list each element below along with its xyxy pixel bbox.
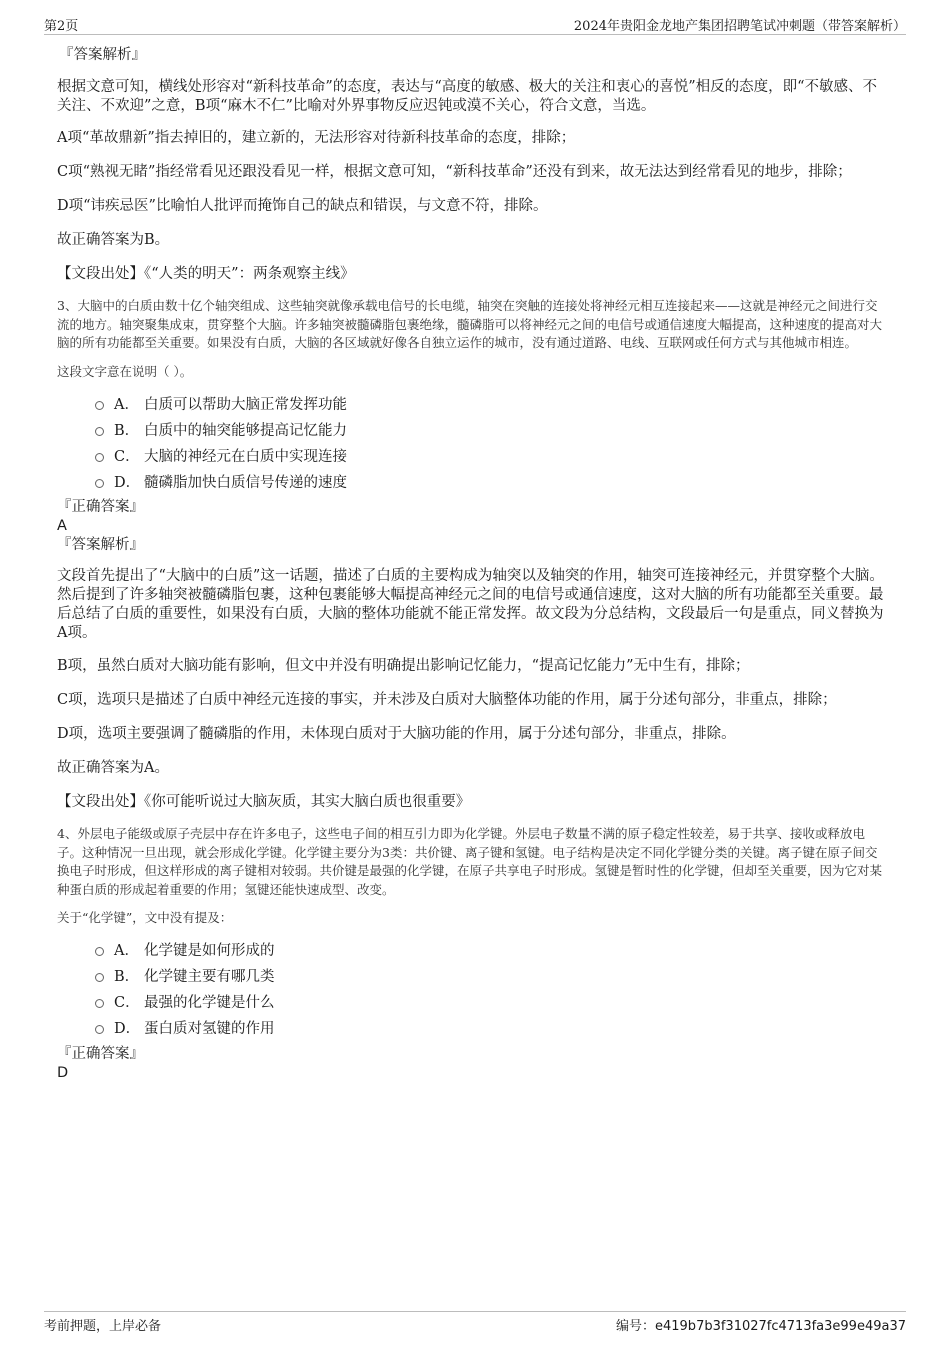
option-letter: B． [114,969,140,985]
footer-slogan: 考前押题，上岸必备 [44,1319,162,1334]
radio-button-icon[interactable] [95,479,104,488]
radio-button-icon[interactable] [95,427,104,436]
answer-heading: 『正确答案』 [57,499,144,515]
analysis-heading: 『答案解析』 [59,47,146,63]
option-c[interactable] [95,442,889,468]
page-number: 第2页 [44,19,79,34]
option-text: 髓磷脂加快白质信号传递的速度 [144,474,347,491]
question-4-options [95,937,889,1041]
document-code: 编号：e419b7b3f31027fc4713fa3e99e49a37 [616,1319,906,1334]
radio-button-icon[interactable] [95,999,104,1008]
option-text: 白质可以帮助大脑正常发挥功能 [144,396,347,413]
question-3-prompt: 这段文字意在说明（ ）。 [57,363,193,379]
page-header [44,14,906,35]
option-b[interactable] [95,416,889,442]
option-letter: D． [114,474,141,491]
answer-value: D [57,1064,69,1081]
option-text: 最强的化学键是什么 [144,995,275,1011]
radio-button-icon[interactable] [95,453,104,462]
option-d[interactable] [95,1015,889,1041]
source-citation: 【文段出处】《“人类的明天”：两条观察主线》 [57,266,355,282]
question-4-stem: 4、外层电子能级或原子壳层中存在许多电子，这些电子间的相互引力即为化学键。外层电子数量不满的原子稳定性较差，易于共享、接收或释放电子。这种情况一旦出现，就会形成化学键。化学键主要分为3类：共价键、离子键和氢键。电子结构是决定不同化学键分类的关键。离子键在原子间交换电子时形成，但这样形成的离子键相对较弱。共价键是最强的化学键，在原子共享电子时形成。氢键是暂时性的化学键，但却至关重要，因为它对某种蛋白质的形成起着重要的作用；氢键还能快速成型、改变。 [57,826,883,897]
option-b[interactable] [95,963,889,989]
document-title: 2024年贵阳金龙地产集团招聘笔试冲刺题（带答案解析） [573,19,906,34]
option-letter: C． [114,448,140,465]
analysis-option-c: C项，选项只是描述了白质中神经元连接的事实，并未涉及白质对大脑整体功能的作用，属于分述句部分，非重点，排除； [57,692,837,708]
radio-button-icon[interactable] [95,401,104,410]
option-letter: B． [114,422,140,439]
radio-button-icon[interactable] [95,1025,104,1034]
option-a[interactable] [95,937,889,963]
question-4-prompt: 关于“化学键”，文中没有提及： [57,910,233,925]
option-text: 白质中的轴突能够提高记忆能力 [144,422,347,439]
analysis-paragraph: 根据文意可知，横线处形容对“新科技革命”的态度，表达与“高度的敏感、极大的关注和衷心的喜悦”相反的态度，即“不敏感、不关注、不欢迎”之意，B项“麻木不仁”比喻对外界事物反应迟钝或漠不关心，符合文意，当选。 [57,79,878,114]
option-letter: D． [114,1021,141,1037]
option-c[interactable] [95,989,889,1015]
analysis-heading: 『答案解析』 [57,537,144,553]
analysis-paragraph: 文段首先提出了“大脑中的白质”这一话题，描述了白质的主要构成为轴突以及轴突的作用，轴突可连接神经元，并贯穿整个大脑。然后提到了许多轴突被髓磷脂包裹，这种包裹能够大幅提高神经元之间的电信号或通信速度，这对大脑的所有功能都至关重要。最后总结了白质的重要性，如果没有白质，大脑的整体功能就不能正常发挥。故文段为分总结构，文段最后一句是重点，同义替换为A项。 [57,568,884,641]
analysis-option-d: D项，选项主要强调了髓磷脂的作用，未体现白质对于大脑功能的作用，属于分述句部分，非重点，排除。 [57,726,736,742]
option-text: 化学键主要有哪几类 [144,969,275,985]
page-content [57,46,889,1083]
radio-button-icon[interactable] [95,973,104,982]
analysis-option-b: B项，虽然白质对大脑功能有影响，但文中并没有明确提出影响记忆能力，“提高记忆能力”无中生有，排除； [57,658,750,674]
analysis-option-d: D项“讳疾忌医”比喻怕人批评而掩饰自己的缺点和错误，与文意不符，排除。 [57,198,548,214]
analysis-option-a: A项“革故鼎新”指去掉旧的，建立新的，无法形容对待新科技革命的态度，排除； [57,130,576,146]
page-footer [44,1311,906,1334]
option-letter: A． [114,943,139,959]
source-citation: 【文段出处】《你可能听说过大脑灰质，其实大脑白质也很重要》 [57,794,471,810]
option-text: 化学键是如何形成的 [144,943,275,959]
conclusion: 故正确答案为A。 [57,760,169,776]
question-3-stem: 3、大脑中的白质由数十亿个轴突组成、这些轴突就像承载电信号的长电缆，轴突在突触的连接处将神经元相互连接起来——这就是神经元之间进行交流的地方。轴突聚集成束，贯穿整个大脑。许多轴突被髓磷脂包裹绝缘，髓磷脂可以将神经元之间的电信号或通信速度大幅提高，这种速度的提高对大脑的所有功能都至关重要。如果没有白质，大脑的各区域就好像各自独立运作的城市，没有通过道路、电线、互联网或任何方式与其他城市相连。 [57,298,883,350]
option-letter: C． [114,995,140,1011]
option-a[interactable] [95,390,889,416]
analysis-option-c: C项“熟视无睹”指经常看见还跟没看见一样，根据文意可知，“新科技革命”还没有到来，故无法达到经常看见的地步，排除； [57,164,852,180]
radio-button-icon[interactable] [95,947,104,956]
answer-heading: 『正确答案』 [57,1045,144,1062]
question-3-options [95,390,889,494]
option-text: 大脑的神经元在白质中实现连接 [144,448,347,465]
option-letter: A． [114,396,139,413]
answer-value: A [57,518,67,534]
conclusion: 故正确答案为B。 [57,232,170,248]
option-text: 蛋白质对氢键的作用 [144,1021,275,1037]
option-d[interactable] [95,468,889,494]
